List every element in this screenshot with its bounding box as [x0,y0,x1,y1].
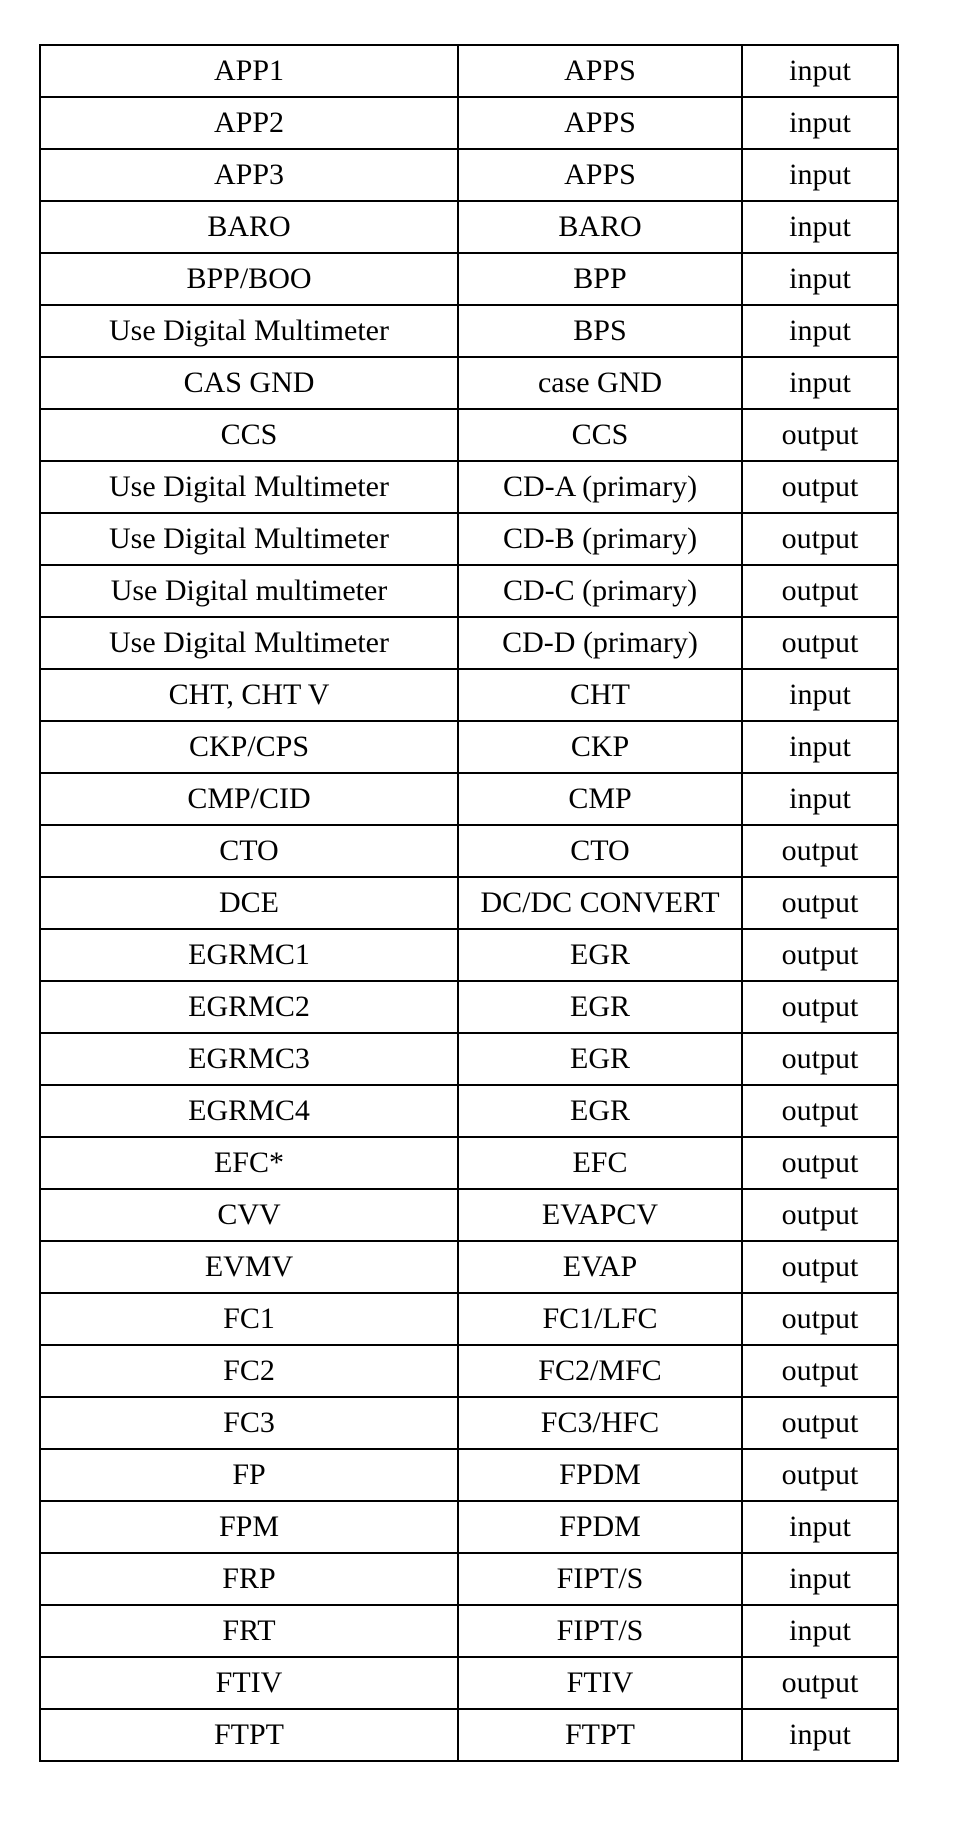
direction-cell: input [742,305,898,357]
circuit-cell: FPDM [458,1501,742,1553]
table-row [40,45,898,97]
circuit-cell: FC1/LFC [458,1293,742,1345]
table-row [40,253,898,305]
direction-cell: input [742,1553,898,1605]
signal-name-cell: Use Digital multimeter [40,565,458,617]
table-row [40,305,898,357]
direction-cell: output [742,1397,898,1449]
circuit-cell: EVAPCV [458,1189,742,1241]
table-row [40,1553,898,1605]
signal-name-cell: EGRMC1 [40,929,458,981]
signal-name-cell: Use Digital Multimeter [40,461,458,513]
direction-cell: output [742,409,898,461]
signal-name-cell: CHT, CHT V [40,669,458,721]
signal-name-cell: EGRMC4 [40,1085,458,1137]
direction-cell: output [742,1033,898,1085]
signal-name-cell: APP3 [40,149,458,201]
table-row [40,409,898,461]
signal-table [39,44,899,1762]
signal-name-cell: CAS GND [40,357,458,409]
table-row [40,1709,898,1761]
signal-name-cell: CCS [40,409,458,461]
signal-name-cell: EFC* [40,1137,458,1189]
table-row [40,201,898,253]
circuit-cell: APPS [458,97,742,149]
circuit-cell: CKP [458,721,742,773]
table-row [40,1085,898,1137]
circuit-cell: FTPT [458,1709,742,1761]
table-row [40,669,898,721]
signal-name-cell: BPP/BOO [40,253,458,305]
table-body [40,45,898,1761]
table-row [40,1501,898,1553]
direction-cell: output [742,1137,898,1189]
signal-name-cell: APP2 [40,97,458,149]
signal-name-cell: CTO [40,825,458,877]
circuit-cell: CD-A (primary) [458,461,742,513]
table-row [40,513,898,565]
circuit-cell: BPP [458,253,742,305]
circuit-cell: case GND [458,357,742,409]
circuit-cell: FIPT/S [458,1605,742,1657]
signal-name-cell: FPM [40,1501,458,1553]
table-row [40,1189,898,1241]
direction-cell: output [742,981,898,1033]
signal-name-cell: BARO [40,201,458,253]
direction-cell: input [742,1501,898,1553]
direction-cell: input [742,149,898,201]
signal-name-cell: DCE [40,877,458,929]
direction-cell: input [742,721,898,773]
direction-cell: output [742,1241,898,1293]
table-row [40,1449,898,1501]
circuit-cell: CHT [458,669,742,721]
direction-cell: input [742,1605,898,1657]
table-row [40,1657,898,1709]
table-row [40,773,898,825]
direction-cell: input [742,357,898,409]
direction-cell: input [742,253,898,305]
signal-name-cell: FRT [40,1605,458,1657]
table-row [40,1137,898,1189]
signal-name-cell: APP1 [40,45,458,97]
signal-name-cell: FTPT [40,1709,458,1761]
direction-cell: output [742,461,898,513]
table-row [40,461,898,513]
signal-name-cell: EGRMC3 [40,1033,458,1085]
table-row [40,1293,898,1345]
circuit-cell: EVAP [458,1241,742,1293]
direction-cell: output [742,1189,898,1241]
circuit-cell: EGR [458,1033,742,1085]
direction-cell: output [742,877,898,929]
direction-cell: output [742,565,898,617]
table-row [40,1605,898,1657]
circuit-cell: FIPT/S [458,1553,742,1605]
direction-cell: input [742,1709,898,1761]
signal-name-cell: FP [40,1449,458,1501]
circuit-cell: CD-B (primary) [458,513,742,565]
table-row [40,1241,898,1293]
circuit-cell: EGR [458,981,742,1033]
direction-cell: input [742,45,898,97]
table-row [40,1345,898,1397]
direction-cell: output [742,1657,898,1709]
direction-cell: output [742,617,898,669]
table-row [40,877,898,929]
circuit-cell: BPS [458,305,742,357]
signal-name-cell: CVV [40,1189,458,1241]
circuit-cell: CD-C (primary) [458,565,742,617]
table-row [40,981,898,1033]
signal-name-cell: EGRMC2 [40,981,458,1033]
direction-cell: output [742,513,898,565]
signal-name-cell: FTIV [40,1657,458,1709]
signal-name-cell: CMP/CID [40,773,458,825]
direction-cell: input [742,97,898,149]
circuit-cell: APPS [458,45,742,97]
table-row [40,825,898,877]
circuit-cell: CD-D (primary) [458,617,742,669]
table-row [40,1033,898,1085]
table-row [40,149,898,201]
direction-cell: input [742,201,898,253]
direction-cell: output [742,825,898,877]
circuit-cell: CTO [458,825,742,877]
signal-name-cell: FC2 [40,1345,458,1397]
direction-cell: input [742,669,898,721]
signal-name-cell: FRP [40,1553,458,1605]
signal-name-cell: FC3 [40,1397,458,1449]
circuit-cell: APPS [458,149,742,201]
direction-cell: output [742,1449,898,1501]
table-row [40,565,898,617]
table-row [40,97,898,149]
direction-cell: input [742,773,898,825]
circuit-cell: FC2/MFC [458,1345,742,1397]
table-row [40,1397,898,1449]
direction-cell: output [742,1345,898,1397]
circuit-cell: EGR [458,929,742,981]
signal-name-cell: Use Digital Multimeter [40,513,458,565]
signal-name-cell: EVMV [40,1241,458,1293]
circuit-cell: EFC [458,1137,742,1189]
table-row [40,721,898,773]
circuit-cell: EGR [458,1085,742,1137]
table-row [40,929,898,981]
circuit-cell: FPDM [458,1449,742,1501]
signal-name-cell: CKP/CPS [40,721,458,773]
circuit-cell: CCS [458,409,742,461]
signal-name-cell: Use Digital Multimeter [40,617,458,669]
table-row [40,617,898,669]
circuit-cell: CMP [458,773,742,825]
direction-cell: output [742,929,898,981]
signal-name-cell: FC1 [40,1293,458,1345]
table-row [40,357,898,409]
circuit-cell: FC3/HFC [458,1397,742,1449]
signal-name-cell: Use Digital Multimeter [40,305,458,357]
circuit-cell: DC/DC CONVERT [458,877,742,929]
direction-cell: output [742,1085,898,1137]
direction-cell: output [742,1293,898,1345]
circuit-cell: FTIV [458,1657,742,1709]
circuit-cell: BARO [458,201,742,253]
